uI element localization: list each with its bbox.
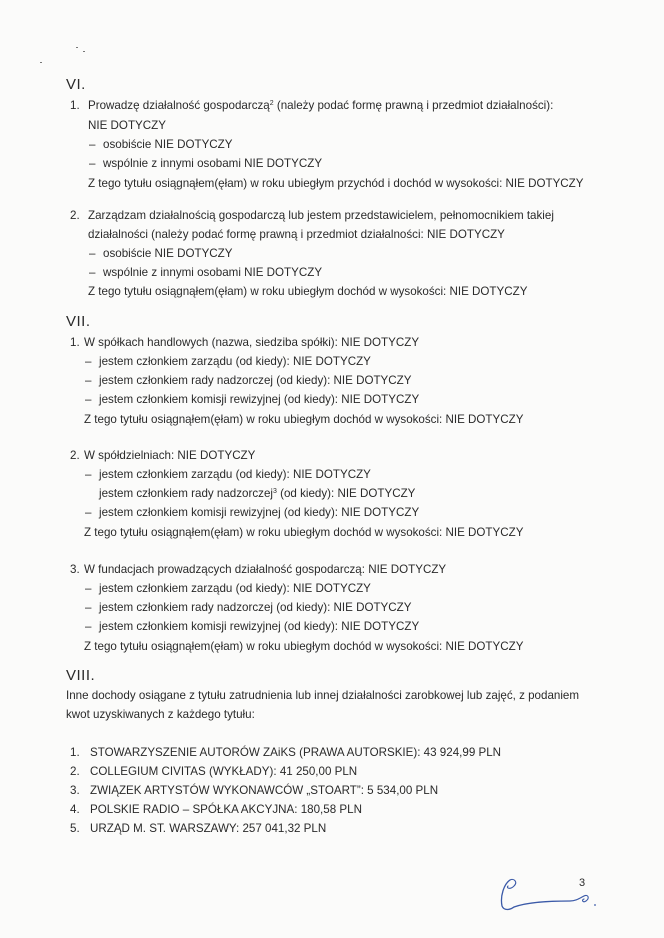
business-activity-label: Prowadzę działalność gospodarczą$^2$ (należy podać formę prawną i przedmiot działalności): xyxy=(88,99,554,112)
item-number: 2. xyxy=(70,209,80,222)
income-item-number: 3. xyxy=(70,784,80,797)
list-dash: – xyxy=(85,393,92,406)
income-item: URZĄD M. ST. WARSZAWY: 257 041,32 PLN xyxy=(90,822,327,835)
item-number: 1. xyxy=(70,336,80,349)
list-dash: – xyxy=(89,247,96,260)
other-income-intro-line2: kwot uzyskiwanych z każdego tytułu: xyxy=(66,708,255,721)
income-statement: Z tego tytułu osiągnąłem(ęłam) w roku ubiegłym dochód w wysokości: NIE DOTYCZY xyxy=(84,413,524,426)
joint-activity: wspólnie z innymi osobami NIE DOTYCZY xyxy=(103,157,323,170)
list-dash: – xyxy=(85,468,92,481)
signature xyxy=(488,874,608,914)
list-dash: – xyxy=(89,266,96,279)
income-statement: Z tego tytułu osiągnąłem(ęłam) w roku ubiegłym dochód w wysokości: NIE DOTYCZY xyxy=(84,640,524,653)
item-number: 2. xyxy=(70,449,80,462)
list-dash: – xyxy=(85,506,92,519)
other-income-intro-line1: Inne dochody osiągane z tytułu zatrudnienia lub innej działalności zarobkowej lub zajęć, z podaniem xyxy=(66,689,580,702)
scan-speck xyxy=(83,51,85,52)
page-number: 3 xyxy=(579,877,586,889)
section-heading-viii: VIII. xyxy=(66,667,96,684)
board-member: jestem członkiem zarządu (od kiedy): NIE DOTYCZY xyxy=(99,582,371,595)
business-activity-value: NIE DOTYCZY xyxy=(88,119,166,132)
income-statement: Z tego tytułu osiągnąłem(ęłam) w roku ubiegłym przychód i dochód w wysokości: NIE DOTYCZY xyxy=(88,177,584,190)
income-item-number: 4. xyxy=(70,803,80,816)
supervisory-board-member: jestem członkiem rady nadzorczej$^3$ (od kiedy): NIE DOTYCZY xyxy=(99,487,416,500)
cooperatives-label: W spółdzielniach: NIE DOTYCZY xyxy=(84,449,256,462)
income-item: POLSKIE RADIO – SPÓŁKA AKCYJNA: 180,58 PLN xyxy=(90,803,362,816)
income-item-number: 1. xyxy=(70,746,80,759)
list-dash: – xyxy=(85,355,92,368)
list-dash: – xyxy=(85,601,92,614)
scan-speck xyxy=(40,62,42,63)
joint-activity: wspólnie z innymi osobami NIE DOTYCZY xyxy=(103,266,323,279)
board-member: jestem członkiem zarządu (od kiedy): NIE DOTYCZY xyxy=(99,355,371,368)
list-dash: – xyxy=(85,374,92,387)
income-item: STOWARZYSZENIE AUTORÓW ZAiKS (PRAWA AUTORSKIE): 43 924,99 PLN xyxy=(90,746,502,759)
scan-speck xyxy=(76,47,78,48)
section-heading-vi: VI. xyxy=(66,76,86,93)
list-dash: – xyxy=(89,138,96,151)
list-dash: – xyxy=(89,157,96,170)
audit-committee-member: jestem członkiem komisji rewizyjnej (od kiedy): NIE DOTYCZY xyxy=(99,506,420,519)
item-number: 3. xyxy=(70,563,80,576)
item-number: 1. xyxy=(70,99,80,112)
management-label-line2: działalności (należy podać formę prawną i przedmiot działalności: NIE DOTYCZY xyxy=(88,228,505,241)
income-item-number: 2. xyxy=(70,765,80,778)
audit-committee-member: jestem członkiem komisji rewizyjnej (od kiedy): NIE DOTYCZY xyxy=(99,620,420,633)
list-dash: – xyxy=(85,620,92,633)
section-heading-vii: VII. xyxy=(66,313,91,330)
income-statement: Z tego tytułu osiągnąłem(ęłam) w roku ubiegłym dochód w wysokości: NIE DOTYCZY xyxy=(88,285,528,298)
companies-label: W spółkach handlowych (nazwa, siedziba spółki): NIE DOTYCZY xyxy=(84,336,420,349)
income-statement: Z tego tytułu osiągnąłem(ęłam) w roku ubiegłym dochód w wysokości: NIE DOTYCZY xyxy=(84,526,524,539)
management-label-line1: Zarządzam działalnością gospodarczą lub jestem przedstawicielem, pełnomocnikiem takiej xyxy=(88,209,554,222)
income-item: ZWIĄZEK ARTYSTÓW WYKONAWCÓW „STOART”: 5 534,00 PLN xyxy=(90,784,439,797)
income-item-number: 5. xyxy=(70,822,80,835)
audit-committee-member: jestem członkiem komisji rewizyjnej (od kiedy): NIE DOTYCZY xyxy=(99,393,420,406)
list-dash: – xyxy=(85,582,92,595)
footnote-ref: 2 xyxy=(269,100,274,107)
supervisory-board-member: jestem członkiem rady nadzorczej (od kiedy): NIE DOTYCZY xyxy=(99,374,412,387)
supervisory-board-member: jestem członkiem rady nadzorczej (od kiedy): NIE DOTYCZY xyxy=(99,601,412,614)
foundations-label: W fundacjach prowadzących działalność gospodarczą: NIE DOTYCZY xyxy=(84,563,447,576)
footnote-ref: 3 xyxy=(272,488,277,495)
personal-activity: osobiście NIE DOTYCZY xyxy=(103,247,233,260)
income-item: COLLEGIUM CIVITAS (WYKŁADY): 41 250,00 PLN xyxy=(90,765,358,778)
personal-activity: osobiście NIE DOTYCZY xyxy=(103,138,233,151)
board-member: jestem członkiem zarządu (od kiedy): NIE DOTYCZY xyxy=(99,468,371,481)
